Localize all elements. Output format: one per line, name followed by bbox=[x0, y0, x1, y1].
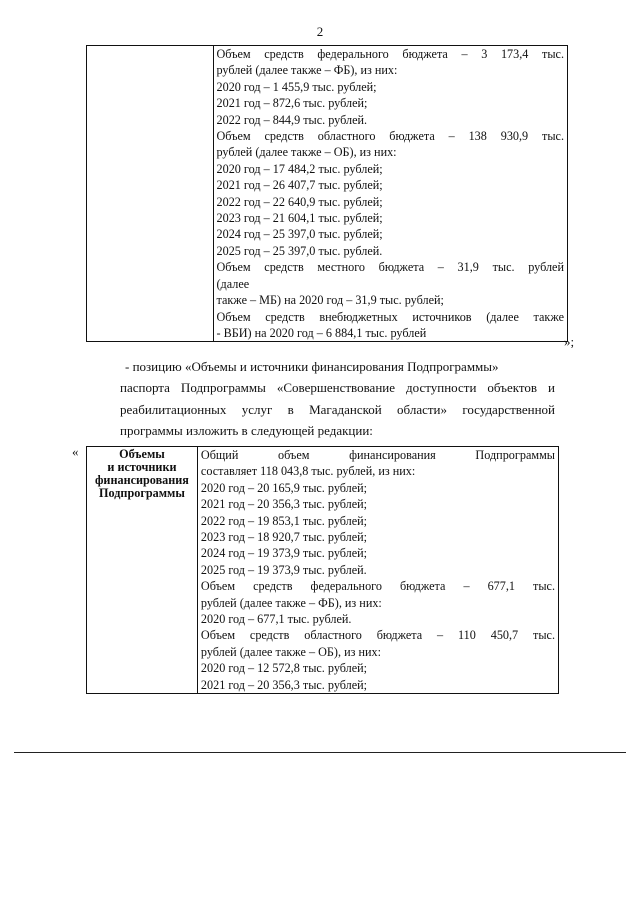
paragraph-line bbox=[120, 356, 555, 377]
paragraph-line bbox=[120, 399, 555, 420]
paragraph-text: реабилитационных услуг в Магаданской области» государственной bbox=[120, 402, 555, 417]
table2-line: 2024 год – 19 373,9 тыс. рублей; bbox=[200, 546, 368, 561]
table2-line: 2025 год – 19 373,9 тыс. рублей. bbox=[200, 562, 367, 577]
paragraph-text: программы изложить в следующей редакции: bbox=[120, 423, 373, 438]
table2-line: Объем средств федерального бюджета – 677,1 тыс. bbox=[200, 579, 555, 594]
table2-heading-line: финансирования bbox=[95, 473, 189, 487]
table1-line: 2021 год – 872,6 тыс. рублей; bbox=[216, 96, 368, 111]
funding-table-new bbox=[86, 446, 559, 694]
table2-line: 2022 год – 19 853,1 тыс. рублей; bbox=[200, 513, 368, 528]
table1-line: Объем средств местного бюджета – 31,9 тыс. рублей bbox=[216, 260, 564, 275]
paragraph-text: - позицию «Объемы и источники финансирования Подпрограммы» bbox=[125, 359, 499, 374]
table2-line: Объем средств областного бюджета – 110 450,7 тыс. bbox=[200, 628, 555, 643]
table1-left-cell bbox=[87, 46, 214, 342]
table2-line: 2023 год – 18 920,7 тыс. рублей; bbox=[200, 530, 368, 545]
table2-left-cell bbox=[87, 447, 198, 694]
table1-line: рублей (далее также – ОБ), из них: bbox=[216, 145, 397, 160]
table1-line: 2024 год – 25 397,0 тыс. рублей; bbox=[216, 227, 383, 242]
table1-line: также – МБ) на 2020 год – 31,9 тыс. рублей; bbox=[216, 293, 444, 308]
table1-line: 2021 год – 26 407,7 тыс. рублей; bbox=[216, 178, 383, 193]
table1-line: 2020 год – 1 455,9 тыс. рублей; bbox=[216, 79, 377, 94]
table2-line: составляет 118 043,8 тыс. рублей, из них: bbox=[200, 464, 416, 479]
page-number: 2 bbox=[316, 24, 324, 39]
table1-line: - ВБИ) на 2020 год – 6 884,1 тыс. рублей bbox=[216, 325, 427, 340]
table1-line: 2023 год – 21 604,1 тыс. рублей; bbox=[216, 211, 383, 226]
table2-line: 2020 год – 677,1 тыс. рублей. bbox=[200, 612, 352, 627]
table2-line: 2021 год – 20 356,3 тыс. рублей; bbox=[200, 497, 368, 512]
paragraph-line bbox=[120, 420, 555, 441]
table1-line: 2025 год – 25 397,0 тыс. рублей. bbox=[216, 243, 383, 258]
table1-line: рублей (далее также – ФБ), из них: bbox=[216, 63, 398, 78]
opening-quote: « bbox=[72, 444, 79, 459]
table1-line: 2020 год – 17 484,2 тыс. рублей; bbox=[216, 161, 383, 176]
closing-quote: »; bbox=[564, 334, 575, 349]
table2-line: Общий объем финансирования Подпрограммы bbox=[200, 448, 555, 462]
funding-table-previous bbox=[86, 45, 568, 342]
table1-line: Объем средств федерального бюджета – 3 173,4 тыс. bbox=[216, 47, 564, 61]
paragraph-text: паспорта Подпрограммы «Совершенствование доступности объектов и bbox=[120, 380, 555, 395]
paragraph-line bbox=[120, 377, 555, 398]
table2-right-cell bbox=[197, 447, 558, 694]
table2-line: 2021 год – 20 356,3 тыс. рублей; bbox=[200, 677, 368, 692]
table1-line: 2022 год – 844,9 тыс. рублей. bbox=[216, 112, 368, 127]
page-bottom-rule bbox=[14, 752, 626, 753]
table1-line: 2022 год – 22 640,9 тыс. рублей; bbox=[216, 194, 383, 209]
table2-line: 2020 год – 12 572,8 тыс. рублей; bbox=[200, 661, 368, 676]
table2-heading-line: Объемы bbox=[119, 447, 165, 461]
table1-right-cell bbox=[213, 46, 568, 342]
table2-line: рублей (далее также – ОБ), из них: bbox=[200, 644, 381, 659]
table2-line: 2020 год – 20 165,9 тыс. рублей; bbox=[200, 480, 368, 495]
table2-line: рублей (далее также – ФБ), из них: bbox=[200, 595, 382, 610]
table2-heading-line: и источники bbox=[107, 460, 177, 474]
table1-line: Объем средств внебюджетных источников (далее также bbox=[216, 309, 564, 324]
table1-line: Объем средств областного бюджета – 138 930,9 тыс. bbox=[216, 129, 564, 144]
table2-heading-line: Подпрограммы bbox=[99, 486, 185, 500]
table1-line: (далее bbox=[216, 276, 250, 291]
